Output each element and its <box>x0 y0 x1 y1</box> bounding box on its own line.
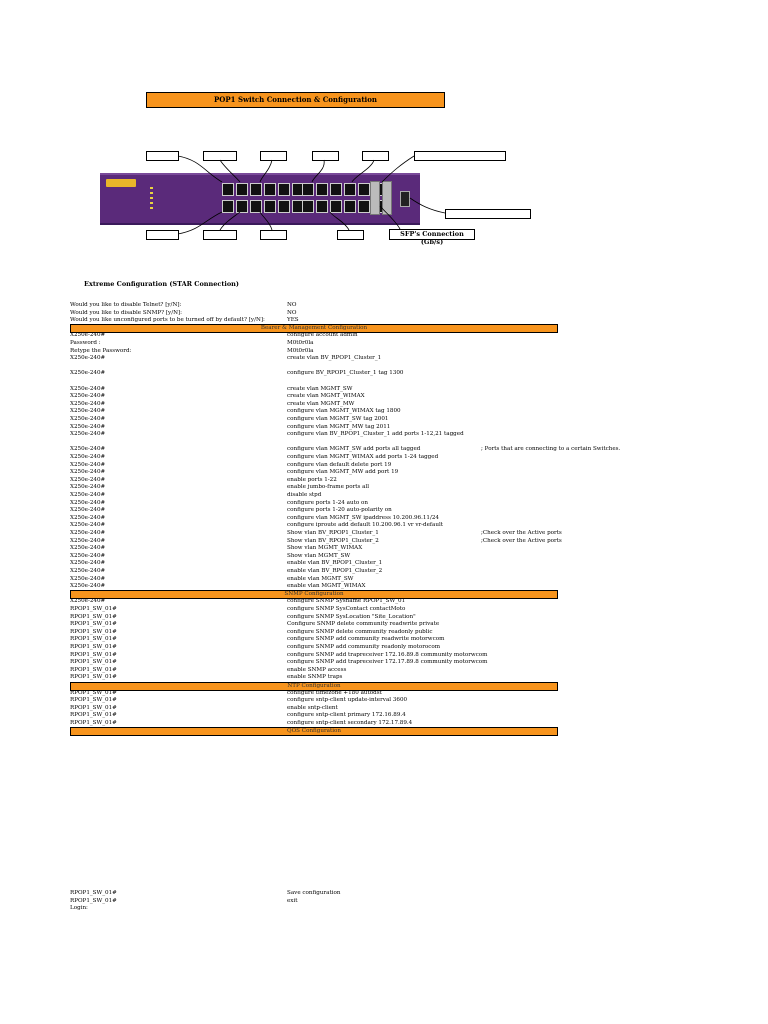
prompt-cell: RPOP1_SW_01# <box>70 659 117 666</box>
prompt-cell: RPOP1_SW_01# <box>70 644 117 650</box>
prompt-cell: RPOP1_SW_01# <box>70 621 117 628</box>
section-heading: Extreme Configuration (STAR Connection) <box>84 280 239 288</box>
prompt-cell: RPOP1_SW_01# <box>70 720 117 726</box>
config-row <box>70 500 690 508</box>
command-cell: configure SNMP delete community readonly public <box>287 628 433 635</box>
command-cell: configure sntp-client secondary 172.17.89.4 <box>287 720 413 726</box>
config-row <box>70 522 690 530</box>
prompt-cell: RPOP1_SW_01# <box>70 651 117 658</box>
page-title: POP1 Switch Connection & Configuration <box>146 92 445 108</box>
config-row <box>70 576 690 584</box>
prompt-cell: RPOP1_SW_01# <box>70 666 117 673</box>
prompt-cell: X250e-240# <box>70 400 106 407</box>
prompt-cell: RPOP1_SW_01# <box>70 697 117 704</box>
prompt-cell: X250e-240# <box>70 393 106 400</box>
command-cell: Save configuration <box>287 890 341 896</box>
prompt-cell: RPOP1_SW_01# <box>70 628 117 635</box>
prompt-cell: RPOP1_SW_01# <box>70 712 117 719</box>
prompt-cell: X250e-240# <box>70 385 106 392</box>
prompt-cell: X250e-240# <box>70 476 106 483</box>
command-cell: M0t0r0la <box>287 347 314 354</box>
footer-row <box>70 898 690 906</box>
config-row <box>70 629 690 637</box>
command-cell: enable vlan MGMT_SW <box>287 575 354 582</box>
config-row <box>70 355 690 363</box>
command-cell: enable sntp-client <box>287 704 338 711</box>
footer-row <box>70 890 690 898</box>
config-row <box>70 492 690 500</box>
command-cell: enable vlan BV_RPOP1_Cluster_2 <box>287 568 383 574</box>
config-row <box>70 659 690 667</box>
config-row <box>70 431 690 439</box>
section-bar: Bearer & Management Configuration <box>70 324 558 333</box>
config-row <box>70 302 690 310</box>
config-row <box>70 469 690 477</box>
prompt-cell: X250e-240# <box>70 484 106 491</box>
command-cell: exit <box>287 897 298 904</box>
config-row <box>70 462 690 470</box>
command-cell: configure vlan MGMT_SW ipaddress 10.200.96.11/24 <box>287 514 439 521</box>
prompt-cell: X250e-240# <box>70 461 106 468</box>
command-cell: configure iproute add default 10.200.96.1 vr vr-default <box>287 522 443 529</box>
config-row <box>70 606 690 614</box>
config-row <box>70 454 690 462</box>
prompt-cell: X250e-240# <box>70 492 106 498</box>
prompt-cell: Would you like unconfigured ports to be turned off by default? [y/N]: <box>70 317 265 324</box>
config-row <box>70 446 690 454</box>
config-row <box>70 712 690 720</box>
config-row <box>70 667 690 675</box>
prompt-cell: X250e-240# <box>70 416 106 422</box>
section-bar: NTP Configuration <box>70 682 558 691</box>
prompt-cell: X250e-240# <box>70 545 106 552</box>
command-cell: configure account admin <box>287 332 358 339</box>
config-row <box>70 560 690 568</box>
command-cell: create vlan BV_RPOP1_Cluster_1 <box>287 355 382 362</box>
command-cell: configure SNMP add community readwrite motorwcom <box>287 636 445 643</box>
prompt-cell: X250e-240# <box>70 514 106 521</box>
prompt-cell: X250e-240# <box>70 431 106 438</box>
config-row <box>70 652 690 660</box>
prompt-cell: X250e-240# <box>70 560 106 567</box>
prompt-cell: X250e-240# <box>70 568 106 574</box>
prompt-cell: Would you like to disable Telnet? [y/N]: <box>70 302 182 308</box>
command-cell: configure timezone +180 autodst <box>287 689 382 696</box>
command-cell: Show vlan BV_RPOP1_Cluster_1 <box>287 530 379 536</box>
command-cell: configure ports 1-20 auto-polarity on <box>287 507 392 514</box>
prompt-cell: RPOP1_SW_01# <box>70 613 117 620</box>
section-bar: QOS Configuration <box>70 727 558 736</box>
config-row <box>70 545 690 553</box>
connector-lines <box>0 0 768 260</box>
command-cell: Show vlan BV_RPOP1_Cluster_2 <box>287 537 379 544</box>
prompt-cell: RPOP1_SW_01# <box>70 674 117 681</box>
prompt-cell: X250e-240# <box>70 530 106 536</box>
config-row <box>70 401 690 409</box>
config-row <box>70 416 690 424</box>
command-cell: enable SNMP traps <box>287 674 343 681</box>
prompt-cell: X250e-240# <box>70 408 106 415</box>
prompt-cell: X250e-240# <box>70 469 106 476</box>
footer-row <box>70 905 690 913</box>
config-row <box>70 690 690 698</box>
config-row <box>70 484 690 492</box>
config-row <box>70 621 690 629</box>
command-cell: configure sntp-client primary 172.16.89.4 <box>287 712 406 719</box>
sfp-connection-label: SFP's Connection (Gb/s) <box>389 229 475 240</box>
command-cell: configure vlan MGMT_WIMAX tag 1800 <box>287 408 401 415</box>
command-cell: enable jumbo-frame ports all <box>287 484 370 491</box>
config-row <box>70 370 690 378</box>
command-cell: configure vlan BV_RPOP1_Cluster_1 add ports 1-12,21 tagged <box>287 431 464 438</box>
command-cell: enable SNMP access <box>287 666 347 673</box>
comment-cell: ;Check over the Active ports <box>481 537 562 544</box>
command-cell: configure SNMP add community readonly motorocom <box>287 644 441 650</box>
config-row <box>70 644 690 652</box>
config-row <box>70 340 690 348</box>
config-row <box>70 424 690 432</box>
config-row <box>70 507 690 515</box>
command-cell: configure SNMP add trapreceiver 172.16.89.8 community motorwcom <box>287 651 488 658</box>
config-row <box>70 598 690 606</box>
prompt-cell: Would you like to disable SNMP? [y/N]: <box>70 309 183 316</box>
prompt-cell: X250e-240# <box>70 575 106 582</box>
prompt-cell: Password : <box>70 340 101 346</box>
prompt-cell: RPOP1_SW_01# <box>70 704 117 711</box>
config-row <box>70 530 690 538</box>
prompt-cell: X250e-240# <box>70 522 106 529</box>
command-cell: configure BV_RPOP1_Cluster_1 tag 1300 <box>287 370 404 377</box>
config-row <box>70 636 690 644</box>
prompt-cell: X250e-240# <box>70 583 106 590</box>
command-cell: configure vlan MGMT_MW add port 19 <box>287 469 399 476</box>
config-row <box>70 408 690 416</box>
config-row <box>70 310 690 318</box>
config-row <box>70 332 690 340</box>
prompt-cell: X250e-240# <box>70 598 106 605</box>
prompt-cell: RPOP1_SW_01# <box>70 897 117 904</box>
config-row <box>70 697 690 705</box>
command-cell: create vlan MGMT_WIMAX <box>287 393 365 400</box>
config-row <box>70 386 690 394</box>
prompt-cell: X250e-240# <box>70 552 106 559</box>
command-cell: enable vlan BV_RPOP1_Cluster_1 <box>287 560 383 567</box>
prompt-cell: X250e-240# <box>70 423 106 430</box>
prompt-cell: RPOP1_SW_01# <box>70 636 117 643</box>
command-cell: configure vlan MGMT_MW tag 2011 <box>287 423 391 430</box>
prompt-cell: X250e-240# <box>70 499 106 506</box>
command-cell: create vlan MGMT_SW <box>287 385 353 392</box>
config-row <box>70 568 690 576</box>
prompt-cell: RPOP1_SW_01# <box>70 890 117 896</box>
command-cell: configure SNMP Sysname RPOP1_SW_01 <box>287 598 406 605</box>
prompt-cell: X250e-240# <box>70 454 106 460</box>
prompt-cell: Retype the Password: <box>70 347 132 354</box>
config-row <box>70 515 690 523</box>
command-cell: configure SNMP SysLocation "Site_Location" <box>287 613 416 620</box>
section-bar: SNMP Configuration <box>70 590 558 599</box>
command-cell: disable stpd <box>287 492 322 498</box>
prompt-cell: X250e-240# <box>70 370 106 377</box>
config-row <box>70 553 690 561</box>
config-row <box>70 538 690 546</box>
command-cell: configure SNMP SysContact contactMoto <box>287 606 406 612</box>
config-row <box>70 393 690 401</box>
prompt-cell: X250e-240# <box>70 355 106 362</box>
command-cell: M0t0r0la <box>287 340 314 346</box>
config-row <box>70 348 690 356</box>
prompt-cell: X250e-240# <box>70 507 106 514</box>
command-cell: configure SNMP add trapreceiver 172.17.89.8 community motorwcom <box>287 659 488 666</box>
prompt-cell: X250e-240# <box>70 332 106 339</box>
command-cell: configure vlan MGMT_WIMAX add ports 1-24 tagged <box>287 454 439 460</box>
config-row <box>70 614 690 622</box>
command-cell: Show vlan MGMT_WIMAX <box>287 545 363 552</box>
prompt-cell: X250e-240# <box>70 446 106 453</box>
comment-cell: ; Ports that are connecting to a certain Switches. <box>481 446 621 453</box>
command-cell: enable vlan MGMT_WIMAX <box>287 583 366 590</box>
config-row <box>70 477 690 485</box>
comment-cell: ;Check over the Active ports <box>481 530 562 536</box>
config-row <box>70 705 690 713</box>
prompt-cell: Login: <box>70 905 88 912</box>
command-cell: configure vlan default delete port 19 <box>287 461 392 468</box>
command-cell: NO <box>287 302 297 308</box>
command-cell: YES <box>287 317 299 324</box>
command-cell: configure ports 1-24 auto on <box>287 499 368 506</box>
prompt-cell: X250e-240# <box>70 537 106 544</box>
command-cell: Show vlan MGMT_SW <box>287 552 351 559</box>
command-cell: Configure SNMP delete community readwrite private <box>287 621 440 628</box>
command-cell: configure vlan MGMT_SW add ports all tagged <box>287 446 421 453</box>
prompt-cell: RPOP1_SW_01# <box>70 689 117 696</box>
command-cell: enable ports 1-22 <box>287 476 337 483</box>
prompt-cell: RPOP1_SW_01# <box>70 606 117 612</box>
command-cell: configure vlan MGMT_SW tag 2001 <box>287 416 389 422</box>
command-cell: configure sntp-client update-interval 3600 <box>287 697 408 704</box>
command-cell: create vlan MGMT_MW <box>287 400 355 407</box>
command-cell: NO <box>287 309 297 316</box>
